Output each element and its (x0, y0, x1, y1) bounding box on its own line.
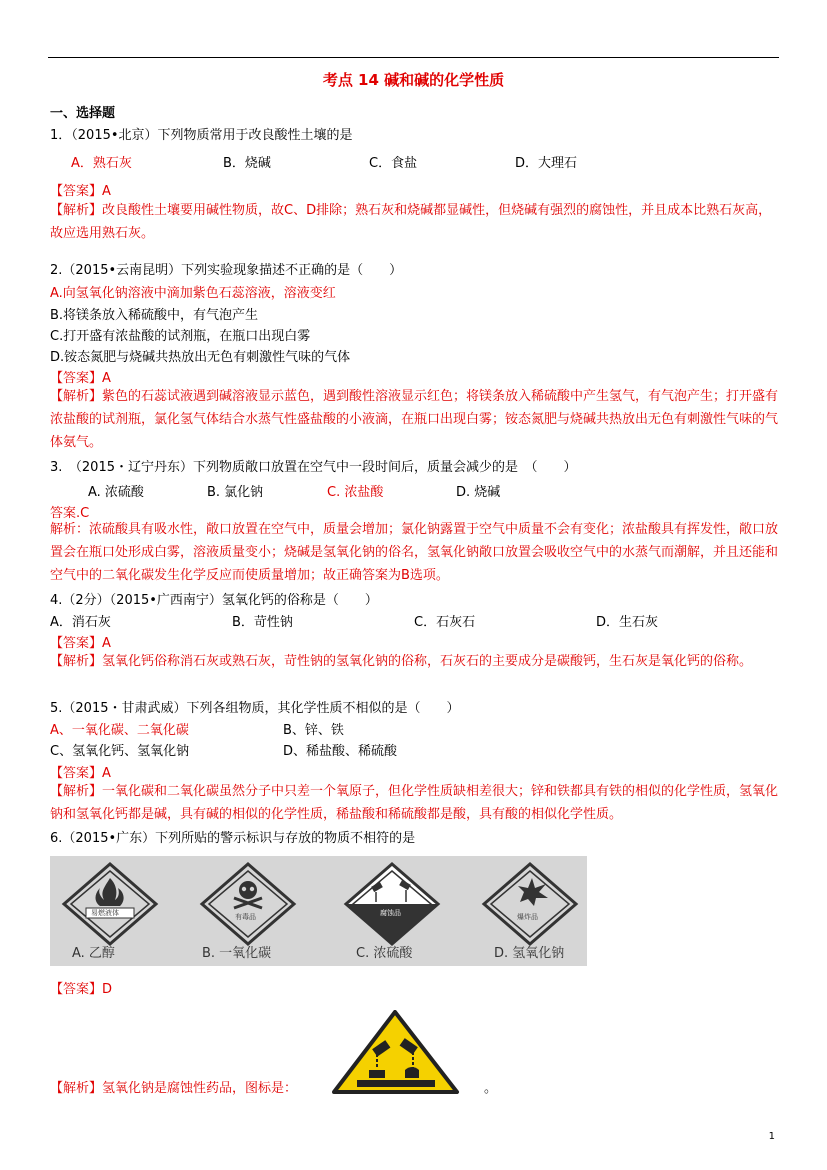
q6-analysis-end: 。 (484, 1081, 498, 1096)
q2-option-b: B.将镁条放入稀硫酸中，有气泡产生 (50, 308, 259, 323)
q1-option-b: B．烧碱 (223, 156, 271, 171)
q1-answer: 【答案】A (50, 184, 111, 199)
q3-option-c: C. 浓盐酸 (327, 485, 384, 500)
q6-answer: 【答案】D (50, 982, 113, 997)
q1-option-c: C．食盐 (369, 156, 418, 171)
sign-b-label: 有毒品 (235, 913, 256, 921)
sign-d-option: D. 氢氧化钠 (494, 946, 565, 961)
corrosive-warning-triangle (329, 1010, 462, 1095)
sign-d-label: 爆炸品 (517, 913, 538, 921)
q4-option-a: A．消石灰 (50, 615, 111, 630)
explosion-icon (480, 862, 580, 947)
q5-answer: 【答案】A (50, 766, 111, 781)
q4-analysis: 【解析】氢氧化钙俗称消石灰或熟石灰，苛性钠的氢氧化钠的俗称，石灰石的主要成分是碳酸钙，生石灰是氧化钙的俗称。 (50, 654, 753, 669)
q5-option-d: D、稀盐酸、稀硫酸 (283, 744, 398, 759)
skull-icon (198, 862, 298, 947)
q3-stem: 3. （2015・辽宁丹东）下列物质敞口放置在空气中一段时间后，质量会减少的是 （ ） (50, 460, 577, 475)
header-rule (48, 57, 779, 58)
q2-stem: 2.（2015•云南昆明）下列实验现象描述不正确的是（ ） (50, 263, 403, 278)
q6-analysis: 【解析】氢氧化钠是腐蚀性药品，图标是： (50, 1081, 298, 1096)
q5-option-a: A、一氧化碳、二氧化碳 (50, 723, 189, 738)
q3-answer: 答案.C (50, 506, 90, 521)
q3-analysis: 解析：浓硫酸具有吸水性，敞口放置在空气中，质量会增加；氯化钠露置于空气中质量不会有变化；浓盐酸具有挥发性，敞口放置会在瓶口处形成白雾，溶液质量变小；烧碱是氢氧化钠的俗名，氢氧化钠敞口放置会吸收空气中的水蒸气而潮解，并且还能和空气中的二氧化碳发生化学反应而使质量增加；故正确答案为B选项。 (50, 522, 779, 583)
q4-option-b: B．苛性钠 (232, 615, 293, 630)
warning-signs-panel (50, 856, 587, 966)
corrosive-icon (342, 862, 442, 947)
q4-stem: 4.（2分）（2015•广西南宁）氢氧化钙的俗称是（ ） (50, 593, 378, 608)
q2-option-c: C.打开盛有浓盐酸的试剂瓶，在瓶口出现白雾 (50, 329, 311, 344)
sign-b-option: B. 一氧化碳 (202, 946, 272, 961)
section-heading: 一、选择题 (50, 106, 116, 121)
flammable-icon (60, 862, 160, 947)
sign-a-label: 易燃液体 (91, 909, 119, 917)
q6-stem: 6.（2015•广东）下列所贴的警示标识与存放的物质不相符的是 (50, 831, 416, 846)
q2-analysis: 【解析】紫色的石蕊试液遇到碱溶液显示蓝色，遇到酸性溶液显示红色；将镁条放入稀硫酸中产生氢气，有气泡产生；打开盛有浓盐酸的试剂瓶，氯化氢气体结合水蒸气性盛盐酸的小液滴，在瓶口出现白雾；铵态氮肥与烧碱共热放出无色有刺激性气味的气体氨气。 (50, 389, 779, 450)
q1-option-d: D．大理石 (515, 156, 578, 171)
q1-option-a: A．熟石灰 (71, 156, 132, 171)
q4-option-c: C．石灰石 (414, 615, 476, 630)
q5-stem: 5.（2015・甘肃武威）下列各组物质，其化学性质不相似的是（ ） (50, 701, 460, 716)
q5-option-c: C、氢氧化钙、氢氧化钠 (50, 744, 190, 759)
q1-stem: 1．（2015•北京）下列物质常用于改良酸性土壤的是 (50, 128, 353, 143)
page-title: 考点 14 碱和碱的化学性质 (322, 71, 505, 89)
q5-option-b: B、锌、铁 (283, 723, 344, 738)
page-number: 1 (768, 1131, 775, 1142)
q3-option-a: A. 浓硫酸 (88, 485, 144, 500)
q3-option-b: B. 氯化钠 (207, 485, 264, 500)
q3-option-d: D. 烧碱 (456, 485, 501, 500)
q1-analysis-text: 【解析】改良酸性土壤要用碱性物质，故C、D排除；熟石灰和烧碱都显碱性，但烧碱有强烈的腐蚀性，并且成本比熟石灰高，故应选用熟石灰。 (50, 203, 772, 241)
corrosive-triangle-icon (329, 1010, 462, 1095)
sign-c-label: 腐蚀品 (380, 909, 401, 917)
q5-analysis: 【解析】一氧化碳和二氧化碳虽然分子中只差一个氧原子，但化学性质缺相差很大；锌和铁都具有铁的相似的化学性质，氢氧化钠和氢氧化钙都是碱，具有碱的相似的化学性质，稀盐酸和稀硫酸都是酸，具有酸的相似化学性质。 (50, 784, 779, 822)
sign-a-option: A. 乙醇 (72, 946, 115, 961)
q2-option-a: A.向氢氧化钠溶液中滴加紫色石蕊溶液，溶液变红 (50, 286, 336, 301)
q1-analysis (50, 199, 778, 245)
q4-answer: 【答案】A (50, 636, 111, 651)
q4-option-d: D．生石灰 (596, 615, 659, 630)
sign-c-option: C. 浓硫酸 (356, 946, 413, 961)
q2-option-d: D.铵态氮肥与烧碱共热放出无色有刺激性气味的气体 (50, 350, 351, 365)
q2-answer: 【答案】A (50, 371, 111, 386)
